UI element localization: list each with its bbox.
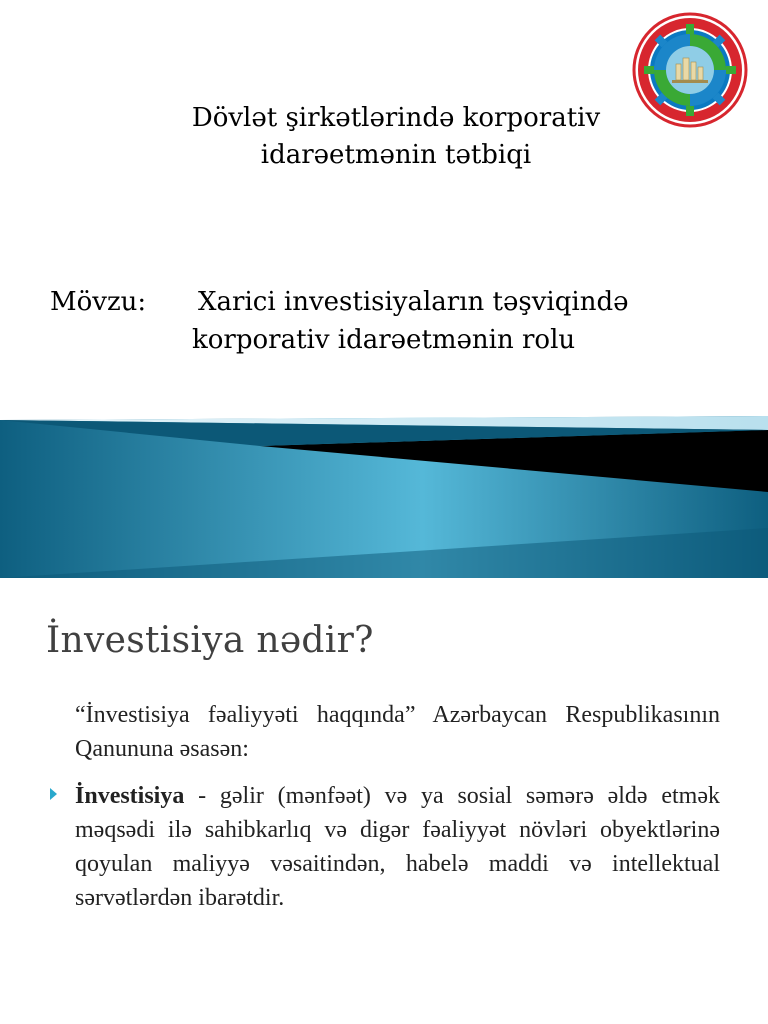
intro-paragraph: “İnvestisiya fəaliyyəti haqqında” Azərbaycan Respublikasının Qanununa əsasən:	[75, 702, 720, 762]
bullet-definition: - gəlir (mənfəət) və ya sosial səmərə əldə etmək məqsədi ilə sahibkarlıq və digər fəaliyyət növləri obyektlərinə qoyulan maliyyə vəsaitindən, habelə maddi və intellektual sərvətlərdən ibarətdir.	[75, 783, 720, 911]
bullet-arrow-icon	[50, 788, 57, 800]
bullet-item	[50, 779, 720, 915]
bullet-term: İnvestisiya	[75, 783, 185, 809]
content-slide	[0, 578, 768, 1024]
slide-heading: İnvestisiya nədir?	[46, 620, 374, 661]
title-line-1: Dövlət şirkətlərində korporativ	[191, 103, 601, 133]
topic	[50, 283, 750, 359]
bullet-paragraph	[75, 779, 720, 915]
topic-label: Mövzu:	[50, 287, 147, 317]
topic-line-2: korporativ idarəetmənin rolu	[192, 325, 576, 355]
slide-title	[0, 100, 768, 174]
decorative-banner	[0, 408, 768, 578]
title-line-2: idarəetmənin tətbiqi	[260, 140, 532, 170]
topic-line-1: Xarici investisiyaların təşviqində	[198, 287, 629, 317]
